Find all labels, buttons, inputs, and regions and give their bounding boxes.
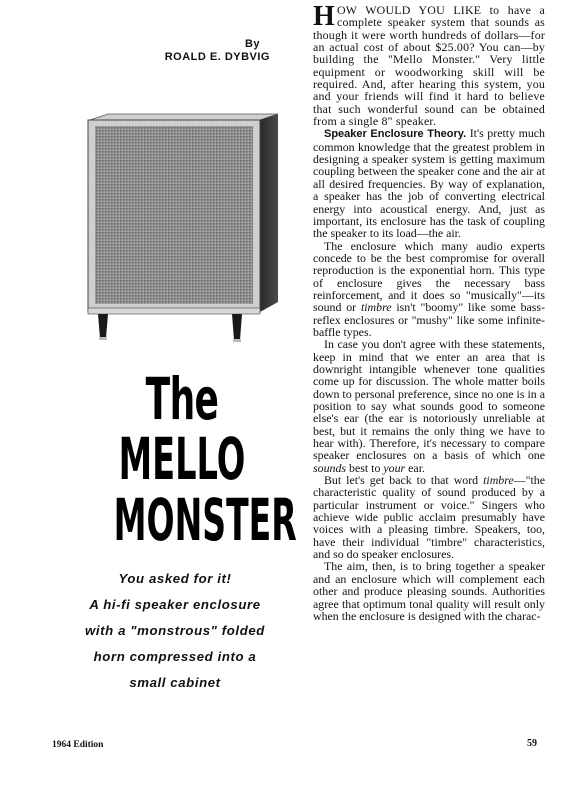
article-paragraph-intro [313, 1, 545, 129]
italic-word: timbre [483, 473, 514, 488]
paragraph-text: isn't "boomy" like some bass-reflex enclosures or "mushy" like some infinite-baffle types. [313, 300, 545, 339]
tagline-line: You asked for it! [118, 571, 232, 586]
title-line-mello: MELLO [118, 425, 246, 493]
speaker-cabinet-photo [84, 112, 280, 342]
italic-word: your [383, 460, 406, 475]
author-name: ROALD E. DYBVIG [164, 51, 270, 63]
tagline-line: horn compressed into a [93, 649, 257, 664]
title-line-the: The [145, 365, 219, 433]
paragraph-text: It's pretty much common knowledge that the greatest problem in designing a speaker system is getting maximum coupling between the speaker cone and the air at all desired frequencies. By way of explanation, a speaker has the job of converting electrical energy into acoustical energy. And, just as important, its enclosure has the task of coupling the speaker to its load—the air. [313, 126, 545, 241]
paragraph-text: The enclosure which many audio experts concede to be the best compromise for overall reproduction is the exponential horn. This type of enclosure gives the necessary bass reinforcement, and it does so "musically"—its sound or [313, 238, 545, 315]
byline-by: By [244, 38, 260, 50]
tagline [50, 566, 300, 696]
paragraph-text: In case you don't agree with these statements, keep in mind that we enter an area that is downright intangible whenever tone qualities come up for discussion. The whole matter boils down to personal preference, since no one is in a position to say what sounds good to someone else's ear (the ear is notoriously unreliable at best, but it remains the only thing we have to hear with). Therefore, it's necessary to compare speaker enclosures on a basis of which one [313, 337, 545, 463]
paragraph-text: The aim, then, is to bring together a speaker and an enclosure which will complement each other and produce pleasing sounds. Authorities agree that optimum tonal quality will result only when the enclosure is designed with the charac- [313, 559, 545, 623]
article-paragraph [313, 240, 545, 339]
article-paragraph [313, 127, 545, 239]
edition-label: 1964 Edition [52, 740, 104, 750]
article-paragraph [313, 338, 545, 474]
article-paragraph [313, 474, 545, 560]
paragraph-text: ear. [405, 460, 425, 475]
run-in-heading: Speaker Enclosure Theory. [324, 128, 467, 141]
title-line-monster: MONSTER [113, 486, 297, 554]
article-body [313, 1, 545, 623]
article-paragraph [313, 560, 545, 622]
byline [165, 38, 270, 64]
paragraph-text: best to [346, 460, 384, 475]
intro-text: OW WOULD YOU LIKE to have a complete speaker system that sounds as though it were worth hundreds of dollars—for an actual cost of about $25.00? You can—by building the "Mello Monster." Very little equipment or woodworking skill will be required. And, after hearing this system, you and your friends will find it hard to believe that such wonderful sound can be obtained from a single 8" speaker. [313, 3, 545, 129]
page-number: 59 [527, 738, 537, 749]
drop-cap: H [313, 1, 335, 32]
paragraph-text: —"the characteristic quality of sound produced by a particular instrument or voice." Singers who achieve wide public acclaim presumably have voices with a pleasing timbre. Speakers, too, have their individual "timbre" characteristics, and so do speaker enclosures. [313, 473, 545, 562]
tagline-line: small cabinet [129, 675, 221, 690]
tagline-line: with a "monstrous" folded [85, 623, 265, 638]
italic-word: sounds [313, 460, 347, 475]
paragraph-text: But let's get back to that word [324, 473, 484, 488]
italic-word: timbre [360, 300, 392, 315]
tagline-line: A hi-fi speaker enclosure [89, 597, 261, 612]
